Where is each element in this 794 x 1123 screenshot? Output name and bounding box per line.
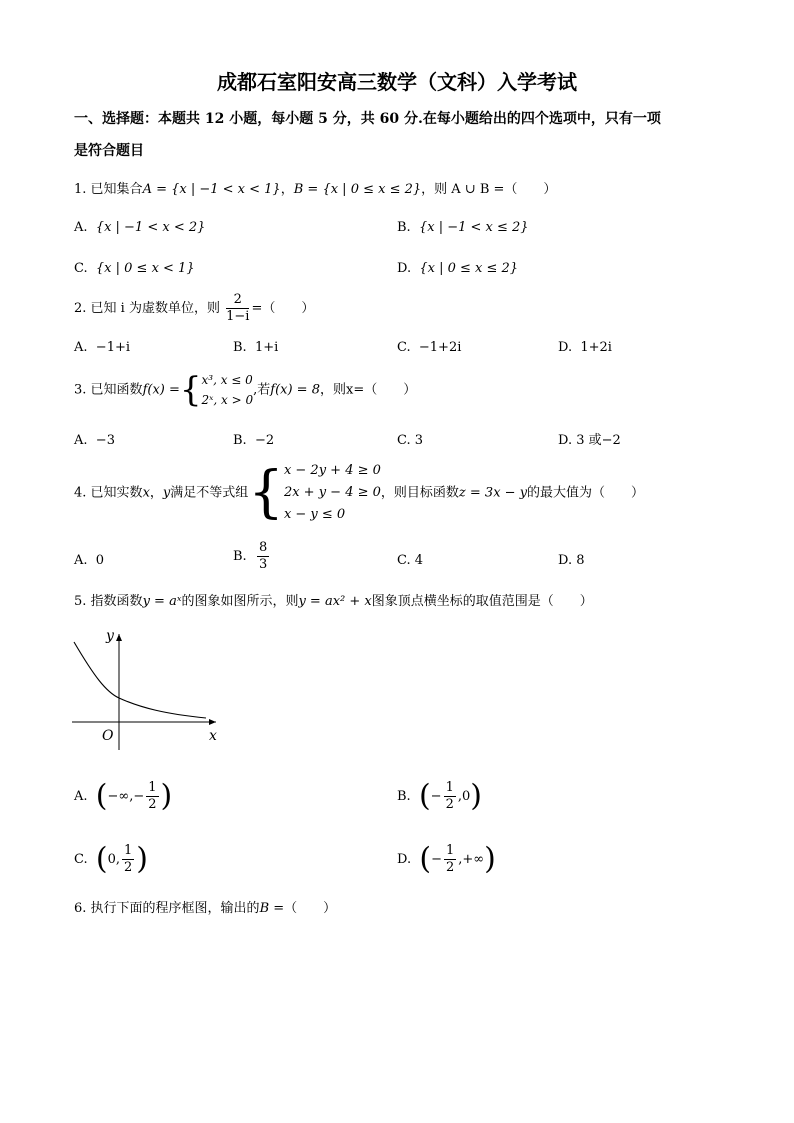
q4-option-c[interactable] [397,551,423,571]
right-paren: ) [470,778,482,814]
option-text: {x | 0 ≤ x < 1} [95,261,195,276]
question-3 [74,370,416,410]
q3-option-d[interactable] [558,431,621,451]
q5-option-b[interactable] [397,780,482,813]
option-text: −3 [95,433,115,448]
q6-expr: B = [259,901,285,916]
section-heading-line1: 一、选择题：本题共 12 小题，每小题 5 分，共 60 分.在每小题给出的四个选项中，只有一项 [74,111,661,127]
right-paren: ) [484,841,496,877]
option-label: B. [233,340,247,355]
option-fraction [146,780,158,813]
q3-number: 3. [74,382,87,398]
q1-prefix: 已知集合 [90,182,143,197]
q2-option-d[interactable] [558,338,612,358]
q3-condition: f(x) = 8 [270,382,320,398]
q1-post: ，则 A ∪ B =（ ） [421,182,557,197]
fraction-numerator: 1 [124,843,133,858]
q4-option-b[interactable] [233,540,271,573]
q4-mid: 满足不等式组 [170,485,249,501]
q1-set-b: B = {x | 0 ≤ x ≤ 2} [293,182,422,197]
option-label: B. [233,549,247,564]
option-label: D. [558,340,573,355]
option-right: ,+∞ [458,852,485,867]
fraction-denominator: 2 [124,860,133,875]
fraction-numerator: 1 [148,780,157,795]
option-text: 8 [576,553,585,568]
option-label: C. [397,340,411,355]
option-label: D. [558,553,573,568]
q4-option-a[interactable] [74,551,104,571]
option-left: − [431,852,442,867]
option-label: A. [74,553,88,568]
question-4 [74,460,644,526]
q3-piecewise [202,370,254,410]
option-fraction [444,843,456,876]
fraction-denominator: 2 [148,797,157,812]
option-left: − [430,789,442,804]
q1-option-b[interactable] [397,218,529,238]
q4-sep: ， [149,485,163,501]
option-right: ,0 [457,789,471,804]
question-1 [74,180,556,200]
option-label: C. [397,553,411,568]
option-label: A. [74,433,88,448]
q1-number: 1. [74,182,87,197]
q4-mid2: ，则目标函数 [380,485,459,501]
section-heading-line2: 是符合题目 [74,143,144,159]
left-paren: ( [419,841,432,877]
fraction-numerator: 1 [445,780,454,795]
q3-option-b[interactable] [233,431,274,451]
q2-option-b[interactable] [233,338,278,358]
option-label: D. [558,433,573,448]
q2-option-a[interactable] [74,338,130,358]
q5-option-d[interactable] [397,843,496,876]
q4-number: 4. [74,485,87,501]
option-text: 0 [95,553,105,568]
option-text: −1+2i [418,340,462,355]
origin-label: O [102,728,114,744]
fraction-denominator: 2 [445,860,455,875]
fraction-numerator: 8 [258,540,268,555]
option-fraction [444,780,456,813]
q4-constraint-1: x − 2y + 4 ≥ 0 [283,463,381,478]
q4-constraint-2: 2x + y − 4 ≥ 0 [283,485,381,500]
option-text: 4 [414,553,424,568]
question-6 [74,899,336,919]
q4-constraint-3: x − y ≤ 0 [283,507,346,522]
q6-number: 6. [74,901,87,916]
q4-var-y: y [162,485,171,501]
right-paren: ) [160,778,173,814]
fraction-denominator: 3 [258,557,268,572]
q6-post: （ ） [284,901,337,916]
q5-function-1: y = aˣ [142,594,182,609]
q5-post: 图象顶点横坐标的取值范围是（ ） [371,594,593,609]
y-axis-label: y [106,628,114,644]
q3-option-a[interactable] [74,431,115,451]
q5-mid: 的图象如图所示，则 [181,594,299,609]
option-left: 0, [107,852,121,867]
q3-option-c[interactable] [397,431,423,451]
option-text: −2 [254,433,275,448]
option-label: C. [74,261,88,276]
fraction-denominator: 2 [445,797,454,812]
option-label: C. [74,852,88,867]
question-5 [74,592,593,612]
option-label: A. [74,789,88,804]
option-label: A. [74,340,88,355]
q2-fraction [226,292,249,325]
option-label: A. [74,220,88,235]
fraction-numerator: 1 [445,843,455,858]
q4-option-d[interactable] [558,551,585,571]
option-text: {x | 0 ≤ x ≤ 2} [419,261,519,276]
option-fraction [122,843,134,876]
q3-post: ，则x=（ ） [319,382,417,398]
option-label: B. [397,789,411,804]
q5-option-c[interactable] [74,843,148,876]
q3-case-2: 2ˣ, x > 0 [201,393,254,407]
option-label: D. [397,261,412,276]
fraction-numerator: 2 [226,292,249,309]
q5-prefix: 指数函数 [90,594,143,609]
option-text: 1+2i [580,340,612,355]
left-paren: ( [418,778,431,814]
q2-prefix: 已知 i 为虚数单位，则 [90,301,220,316]
left-brace: { [248,460,284,525]
q5-function-2: y = ax² + x [298,594,372,609]
right-paren: ) [136,841,149,877]
q4-var-x: x [142,485,150,501]
exponential-graph [66,624,226,754]
option-left: −∞,− [107,789,145,804]
q4-prefix: 已知实数 [90,485,143,501]
option-fraction [257,540,269,573]
q3-function: f(x) = [142,382,180,398]
option-text: 3 [414,433,424,448]
left-paren: ( [95,841,108,877]
q2-post: =（ ） [251,301,315,316]
left-paren: ( [95,778,108,814]
q4-system [284,460,381,526]
page-title: 成都石室阳安高三数学（文科）入学考试 [217,70,577,94]
q3-prefix: 已知函数 [90,382,143,398]
option-text: {x | −1 < x ≤ 2} [418,220,529,235]
q1-option-d[interactable] [397,259,518,279]
q4-objective: z = 3x − y [458,485,528,501]
q1-option-c[interactable] [74,259,195,279]
fraction-denominator: 1−i [226,309,250,324]
q2-number: 2. [74,301,87,316]
option-text: 3 或−2 [576,433,621,448]
option-text: −1+i [95,340,131,355]
q4-post: 的最大值为（ ） [527,485,645,501]
q5-option-a[interactable] [74,780,172,813]
x-axis-label: x [209,728,217,744]
q1-set-a: A = {x | −1 < x < 1} [142,182,281,197]
option-label: D. [397,852,412,867]
q3-case-1: x³, x ≤ 0 [201,373,253,387]
q1-comma: ， [280,182,294,197]
q3-mid: ,若 [253,382,271,398]
option-text: 1+i [254,340,279,355]
question-2 [74,292,314,325]
left-brace: { [179,370,202,410]
q2-option-c[interactable] [397,338,461,358]
curve [74,642,206,718]
option-label: C. [397,433,411,448]
q6-prefix: 执行下面的程序框图，输出的 [90,901,260,916]
q1-option-a[interactable] [74,218,205,238]
option-label: B. [233,433,247,448]
q5-number: 5. [74,594,87,609]
option-label: B. [397,220,411,235]
option-text: {x | −1 < x < 2} [95,220,206,235]
